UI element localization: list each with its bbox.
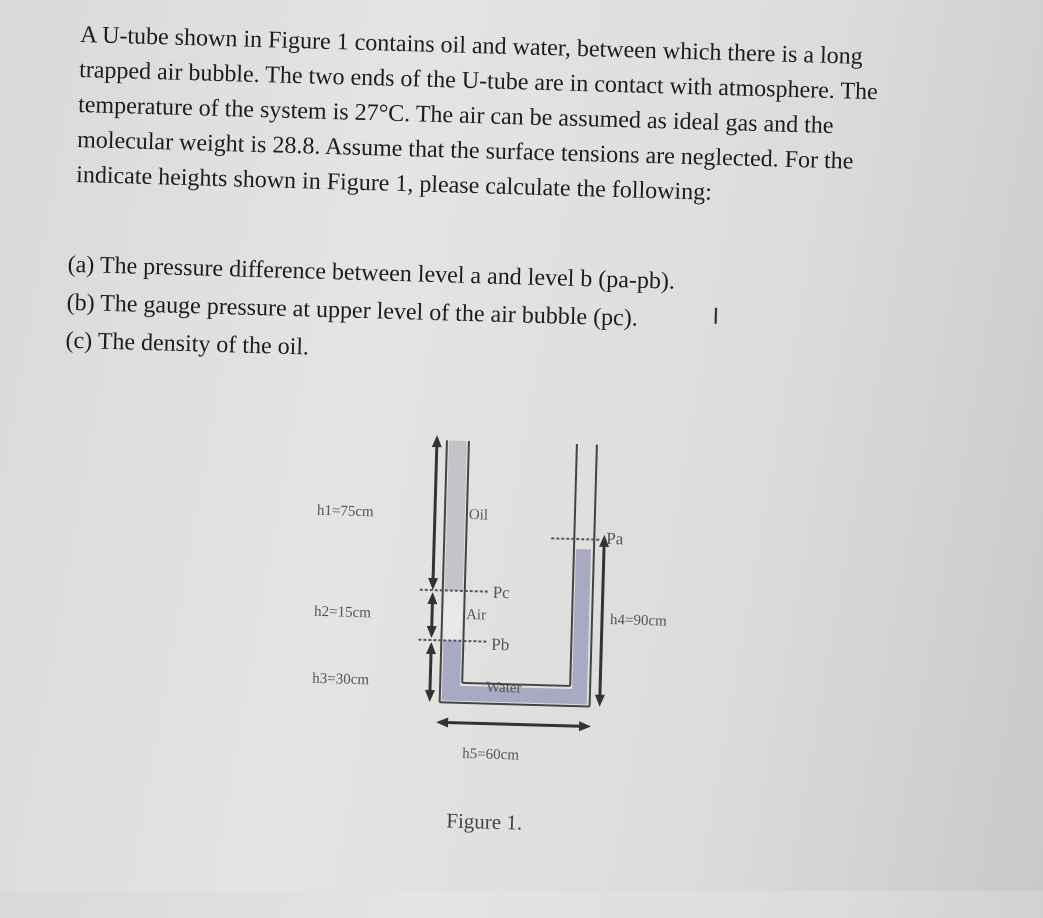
oil-label: Oil xyxy=(468,507,489,524)
question-a: (a) The pressure difference between level a and level b (pa-pb). xyxy=(67,251,676,295)
problem-paragraph xyxy=(76,18,976,218)
question-c: (c) The density of the oil. xyxy=(65,327,310,361)
h5-arrow xyxy=(441,722,586,726)
question-b: (b) The gauge pressure at upper level of the air bubble (pc). xyxy=(66,289,639,332)
h2-arrow-tail xyxy=(426,626,436,638)
h4-arrow xyxy=(600,540,605,703)
question-list xyxy=(65,246,675,377)
h3-arrow-head xyxy=(426,642,436,654)
air-label: Air xyxy=(465,607,487,624)
h3-arrow-tail xyxy=(425,690,435,702)
h5-label: h5=60cm xyxy=(461,745,520,764)
h4-label: h4=90cm xyxy=(609,612,668,630)
h1-label: h1=75cm xyxy=(316,502,374,521)
water-label: Water xyxy=(485,679,522,697)
paragraph-line: temperature of the system is 27°C. The air can be assumed as ideal gas and the xyxy=(77,91,834,140)
h2-arrow-head xyxy=(427,592,437,604)
water-fill-right xyxy=(572,549,591,704)
pb-label: Pb xyxy=(491,634,510,655)
paragraph-line: indicate heights shown in Figure 1, please calculate the following: xyxy=(75,161,713,206)
u-tube-figure xyxy=(277,406,749,869)
h5-arrow-tail xyxy=(579,721,591,731)
tube-wall-right-outer xyxy=(590,445,597,707)
air-fill xyxy=(443,590,462,640)
h5-arrow-head xyxy=(436,717,448,727)
oil-fill xyxy=(445,440,467,590)
h1-arrow xyxy=(433,440,437,585)
figure-caption: Figure 1. xyxy=(446,808,523,835)
h3-label: h3=30cm xyxy=(312,670,370,689)
pc-label: Pc xyxy=(492,582,511,603)
paragraph-line: trapped air bubble. The two ends of the U-tube are in contact with atmosphere. The xyxy=(78,56,879,106)
pa-label: Pa xyxy=(606,528,624,549)
level-a-line xyxy=(551,538,601,539)
h1-arrow-head xyxy=(432,435,442,447)
h4-arrow-tail xyxy=(595,695,605,707)
h1-arrow-tail xyxy=(428,578,438,590)
paragraph-line: molecular weight is 28.8. Assume that the surface tensions are neglected. For the xyxy=(76,126,854,175)
h2-label: h2=15cm xyxy=(313,603,372,622)
text-cursor-icon: I xyxy=(712,304,720,330)
paragraph-line: A U-tube shown in Figure 1 contains oil and water, between which there is a long xyxy=(79,22,864,70)
